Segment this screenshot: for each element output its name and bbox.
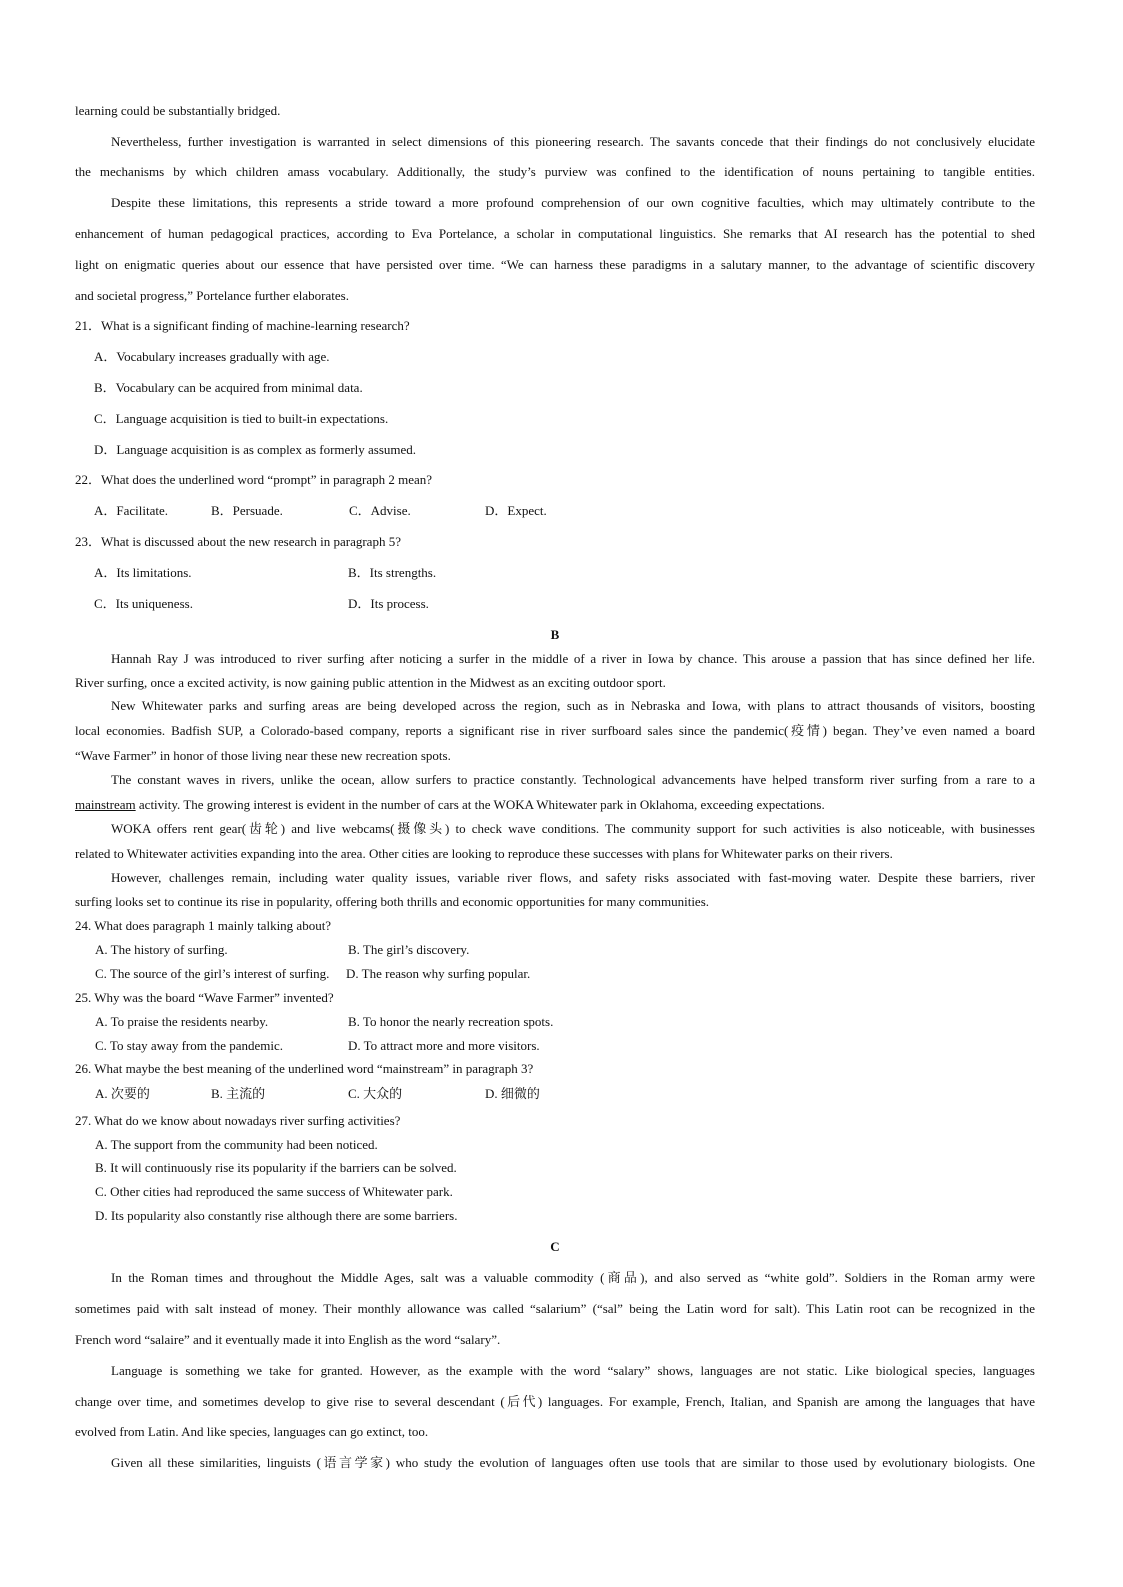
- question-23-option-c: C．Its uniqueness.: [94, 596, 193, 611]
- section-b-p4-line1: WOKA offers rent gear(齿轮) and live webcams(摄像头) to check wave conditions. The community support for such activities is also noticeable, with businesses: [111, 821, 1035, 836]
- section-c-heading: C: [550, 1239, 560, 1254]
- section-b-p3-line1: The constant waves in rivers, unlike the ocean, allow surfers to practice constantly. Technological advancements have helped transform river surfing from a rare to a: [111, 772, 1035, 787]
- section-b-heading: B: [550, 627, 560, 642]
- question-27-option-c: C. Other cities had reproduced the same success of Whitewater park.: [95, 1184, 453, 1199]
- section-b-p5-line1: However, challenges remain, including water quality issues, variable river flows, and safety risks associated with fast-moving water. Despite these barriers, river: [111, 870, 1035, 885]
- section-b-p3-line2-rest: activity. The growing interest is evident in the number of cars at the WOKA Whitewater park in Oklahoma, exceeding expectations.: [135, 797, 825, 812]
- section-b-p1-line2: River surfing, once a excited activity, is now gaining public attention in the Midwest as an exciting outdoor sport.: [75, 675, 666, 690]
- question-26-option-b: B. 主流的: [211, 1086, 266, 1101]
- question-27-option-a: A. The support from the community had been noticed.: [95, 1137, 378, 1152]
- question-22-option-d: D．Expect.: [485, 503, 547, 518]
- section-b-p3-line2: [75, 797, 1035, 813]
- section-c-p2-line1: Language is something we take for granted. However, as the example with the word “salary” shows, languages are not static. Like biological species, languages: [111, 1363, 1035, 1378]
- question-22-stem: 22．What does the underlined word “prompt” in paragraph 2 mean?: [75, 472, 433, 487]
- question-24-option-a: A. The history of surfing.: [95, 942, 228, 957]
- passage-a-p2-line2: the mechanisms by which children amass vocabulary. Additionally, the study’s purview was confined to the identification of nouns pertaining to tangible entities.: [75, 164, 1035, 179]
- question-25-option-b: B. To honor the nearly recreation spots.: [348, 1014, 554, 1029]
- question-22-option-b: B．Persuade.: [211, 503, 283, 518]
- question-24-option-c: C. The source of the girl’s interest of surfing.: [95, 966, 330, 981]
- section-b-p5-line2: surfing looks set to continue its rise in popularity, offering both thrills and economic opportunities for many communities.: [75, 894, 710, 909]
- section-c-p2-line2: change over time, and sometimes develop to give rise to several descendant (后代) languages. For example, French, Italian, and Spanish are among the languages that have: [75, 1394, 1035, 1409]
- question-26-option-c: C. 大众的: [348, 1086, 403, 1101]
- question-24-stem: 24. What does paragraph 1 mainly talking about?: [75, 918, 332, 933]
- question-27-option-d: D. Its popularity also constantly rise although there are some barriers.: [95, 1208, 458, 1223]
- question-21-option-c: C．Language acquisition is tied to built-in expectations.: [94, 411, 389, 426]
- question-24-option-d: D. The reason why surfing popular.: [346, 966, 531, 981]
- section-b-p1-line1: Hannah Ray J was introduced to river surfing after noticing a surfer in the middle of a river in Iowa by chance. This arouse a passion that has since defined her life.: [111, 651, 1035, 666]
- question-27-stem: 27. What do we know about nowadays river surfing activities?: [75, 1113, 401, 1128]
- section-b-p4-line2: related to Whitewater activities expanding into the area. Other cities are looking to reproduce these successes with plans for Whitewater parks on their rivers.: [75, 846, 893, 861]
- question-23-option-d: D．Its process.: [348, 596, 429, 611]
- question-27-option-b: B. It will continuously rise its popularity if the barriers can be solved.: [95, 1160, 457, 1175]
- section-b-p2-line2: local economies. Badfish SUP, a Colorado-based company, reports a significant rise in river surfboard sales since the pandemic(疫情) began. They’ve even named a board: [75, 723, 1035, 738]
- passage-a-p3-line3: light on enigmatic queries about our essence that have persisted over time. “We can harness these paradigms in a salutary manner, to the advantage of scientific discovery: [75, 257, 1035, 272]
- question-21-stem: 21．What is a significant finding of machine-learning research?: [75, 318, 410, 333]
- section-c-p1-line3: French word “salaire” and it eventually made it into English as the word “salary”.: [75, 1332, 501, 1347]
- question-25-option-a: A. To praise the residents nearby.: [95, 1014, 269, 1029]
- passage-a-p1-end: learning could be substantially bridged.: [75, 103, 281, 118]
- question-26-option-d: D. 细微的: [485, 1086, 540, 1101]
- question-26-option-a: A. 次要的: [95, 1086, 150, 1101]
- passage-a-p2-line1: Nevertheless, further investigation is warranted in select dimensions of this pioneering research. The savants concede that their findings do not conclusively elucidate: [111, 134, 1035, 149]
- section-b-p2-line1: New Whitewater parks and surfing areas are being developed across the region, such as in Nebraska and Iowa, with plans to attract thousands of visitors, boosting: [111, 698, 1035, 713]
- question-21-option-d: D．Language acquisition is as complex as formerly assumed.: [94, 442, 417, 457]
- question-23-stem: 23．What is discussed about the new research in paragraph 5?: [75, 534, 401, 549]
- section-c-p2-line3: evolved from Latin. And like species, languages can go extinct, too.: [75, 1424, 429, 1439]
- question-26-stem: 26. What maybe the best meaning of the underlined word “mainstream” in paragraph 3?: [75, 1061, 534, 1076]
- question-21-option-a: A．Vocabulary increases gradually with age.: [94, 349, 330, 364]
- question-22-option-c: C．Advise.: [349, 503, 411, 518]
- question-25-option-d: D. To attract more and more visitors.: [348, 1038, 540, 1053]
- passage-a-p3-line2: enhancement of human pedagogical practices, according to Eva Portelance, a scholar in computational linguistics. She remarks that AI research has the potential to shed: [75, 226, 1035, 241]
- question-25-option-c: C. To stay away from the pandemic.: [95, 1038, 284, 1053]
- section-c-p1-line1: In the Roman times and throughout the Middle Ages, salt was a valuable commodity (商品), and also served as “white gold”. Soldiers in the Roman army were: [111, 1270, 1035, 1285]
- passage-a-p3-line1: Despite these limitations, this represents a stride toward a more profound comprehension of our own cognitive faculties, which may ultimately contribute to the: [111, 195, 1035, 210]
- passage-a-p3-line4: and societal progress,” Portelance further elaborates.: [75, 288, 349, 303]
- underlined-word-mainstream: mainstream: [75, 797, 136, 812]
- section-b-p2-line3: “Wave Farmer” in honor of those living near these new recreation spots.: [75, 748, 451, 763]
- question-24-option-b: B. The girl’s discovery.: [348, 942, 470, 957]
- question-23-option-b: B．Its strengths.: [348, 565, 437, 580]
- section-c-p3-line1: Given all these similarities, linguists (语言学家) who study the evolution of languages often use tools that are similar to those used by evolutionary biologists. One: [111, 1455, 1035, 1470]
- question-25-stem: 25. Why was the board “Wave Farmer” invented?: [75, 990, 334, 1005]
- question-21-option-b: B．Vocabulary can be acquired from minimal data.: [94, 380, 363, 395]
- question-22-option-a: A．Facilitate.: [94, 503, 169, 518]
- question-23-option-a: A．Its limitations.: [94, 565, 192, 580]
- section-c-p1-line2: sometimes paid with salt instead of money. Their monthly allowance was called “salarium” (“sal” being the Latin word for salt). This Latin root can be recognized in the: [75, 1301, 1035, 1316]
